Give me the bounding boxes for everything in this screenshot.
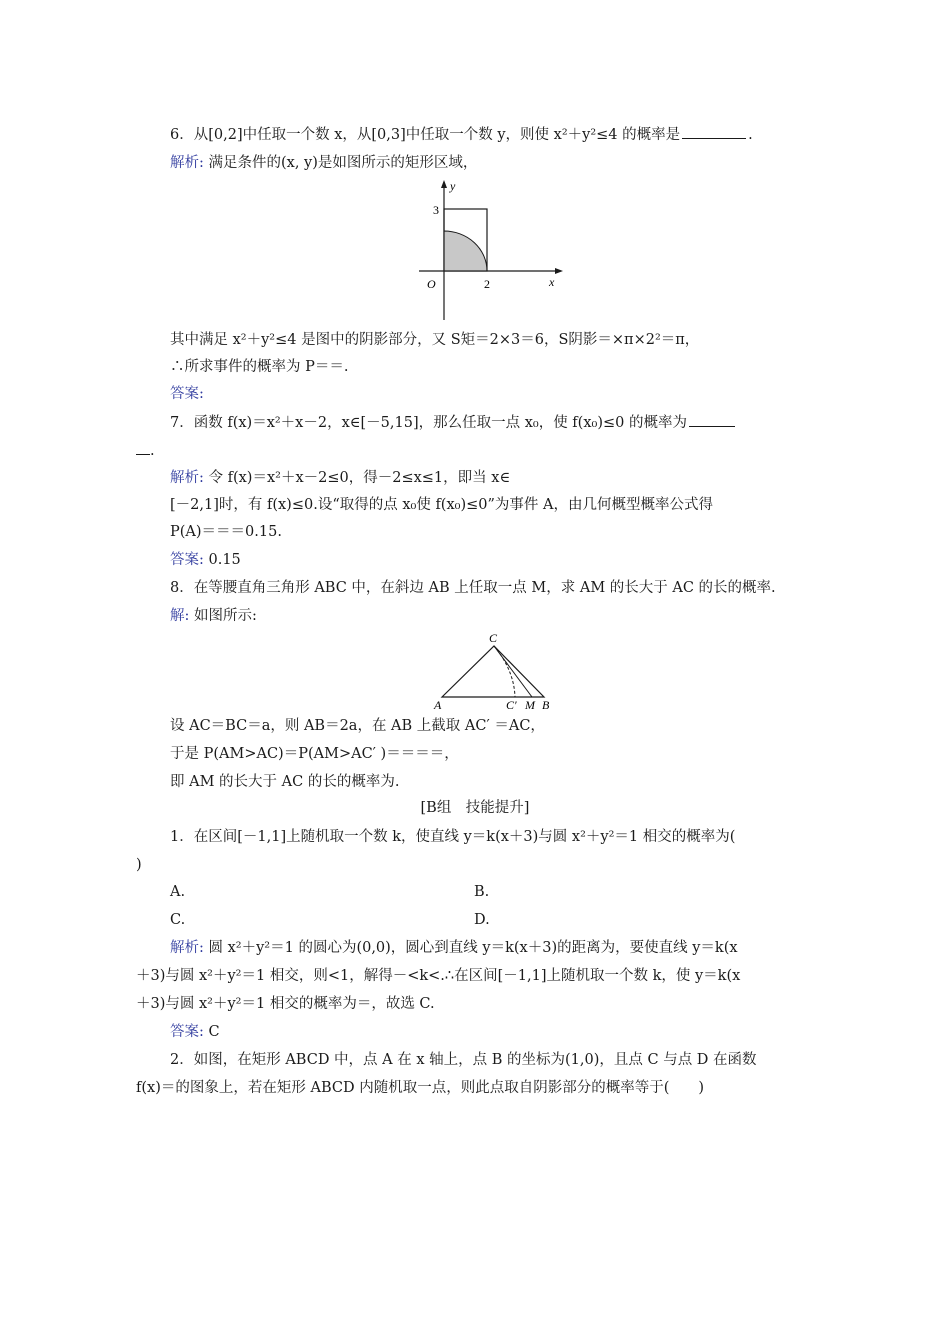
- q6-answer-blank[interactable]: [682, 124, 746, 139]
- section-title: [B组 技能提升]: [420, 800, 530, 816]
- x-axis-label: x: [549, 275, 555, 289]
- q8-solution: 解: 如图所示:: [170, 608, 257, 624]
- b1-stem-cont: ): [136, 857, 142, 873]
- shaded-quarter-circle: [444, 231, 487, 271]
- q7-line3: P(A)＝＝＝0.15.: [170, 524, 282, 540]
- q7-answer-blank-cont[interactable]: [136, 440, 150, 455]
- q6-line3: ∴所求事件的概率为 P＝＝.: [170, 359, 349, 375]
- q6-answer: 答案:: [170, 386, 204, 402]
- tick-3-label: 3: [433, 203, 439, 217]
- y-axis-arrow: [441, 180, 447, 188]
- b1-line2: ＋3)与圆 x²＋y²＝1 相交，则<1，解得－<k<.∴在区间[－1,1]上随机取一个数 k，使 y＝k(x: [136, 968, 741, 984]
- y-axis-label: y: [450, 179, 456, 193]
- b1-option-b[interactable]: B.: [474, 884, 490, 900]
- q6-figure: [414, 178, 564, 323]
- q7-stem: 7．函数 f(x)＝x²＋x－2，x∈[－5,15]，那么任取一点 x₀，使 f(x₀)≤0 的概率为: [170, 412, 737, 433]
- q7-answer-blank[interactable]: [689, 412, 735, 427]
- q6-line2: 其中满足 x²＋y²≤4 是图中的阴影部分，又 S矩＝2×3＝6，S阴影＝×π×2²＝π，: [170, 332, 700, 348]
- q8-line2: 设 AC＝BC＝a，则 AB＝2a，在 AB 上截取 AC′ ＝AC，: [170, 718, 545, 734]
- q8-triangle-figure: [428, 630, 558, 712]
- label-c: C: [489, 631, 498, 645]
- b1-stem: 1．在区间[－1,1]上随机取一个数 k，使直线 y＝k(x＋3)与圆 x²＋y²＝1 相交的概率为(: [170, 829, 736, 845]
- b2-stem: 2．如图，在矩形 ABCD 中，点 A 在 x 轴上，点 B 的坐标为(1,0)，且点 C 与点 D 在函数: [170, 1052, 757, 1068]
- analysis-label: 解析:: [170, 155, 204, 171]
- b1-analysis: 解析: 圆 x²＋y²＝1 的圆心为(0,0)，圆心到直线 y＝k(x＋3)的距离为，要使直线 y＝k(x: [170, 940, 738, 956]
- b1-option-a[interactable]: A.: [170, 884, 186, 900]
- origin-label: O: [427, 277, 436, 291]
- q7-stem-cont: .: [136, 440, 155, 461]
- segment-cm: [494, 646, 532, 697]
- q8-line3: 于是 P(AM>AC)＝P(AM>AC′ )＝＝＝＝，: [170, 746, 459, 762]
- label-a: A: [434, 698, 442, 712]
- arc-ac-prime: [494, 646, 515, 697]
- tick-2-label: 2: [484, 277, 490, 291]
- b1-line3: ＋3)与圆 x²＋y²＝1 相交的概率为＝，故选 C.: [136, 996, 435, 1012]
- q6-analysis: 解析: 满足条件的(x, y)是如图所示的矩形区域，: [170, 155, 478, 171]
- triangle-abc: [442, 646, 544, 697]
- label-c-prime: C′: [506, 698, 517, 712]
- analysis-label: 解析:: [170, 940, 204, 956]
- label-b: B: [542, 698, 550, 712]
- q6-stem: 6．从[0,2]中任取一个数 x，从[0,3]中任取一个数 y，则使 x²＋y²≤4 的概率是 .: [170, 124, 753, 145]
- q7-analysis: 解析: 令 f(x)＝x²＋x－2≤0，得－2≤x≤1，即当 x∈: [170, 470, 511, 486]
- solution-label: 解:: [170, 608, 190, 624]
- label-m: M: [525, 698, 535, 712]
- b1-option-c[interactable]: C.: [170, 912, 186, 928]
- x-axis-arrow: [555, 268, 563, 274]
- b1-answer: 答案: C: [170, 1024, 220, 1040]
- q8-stem: 8．在等腰直角三角形 ABC 中，在斜边 AB 上任取一点 M，求 AM 的长大于 AC 的长的概率.: [170, 580, 776, 596]
- q8-line4: 即 AM 的长大于 AC 的长的概率为.: [170, 774, 400, 790]
- b2-stem-cont: f(x)＝的图象上，若在矩形 ABCD 内随机取一点，则此点取自阴影部分的概率等于( ): [136, 1080, 705, 1096]
- q7-line2: [－2,1]时，有 f(x)≤0.设“取得的点 x₀使 f(x₀)≤0”为事件 A，由几何概型概率公式得: [170, 497, 713, 513]
- q7-answer: 答案: 0.15: [170, 552, 241, 568]
- b1-option-d[interactable]: D.: [474, 912, 490, 928]
- analysis-label: 解析:: [170, 470, 204, 486]
